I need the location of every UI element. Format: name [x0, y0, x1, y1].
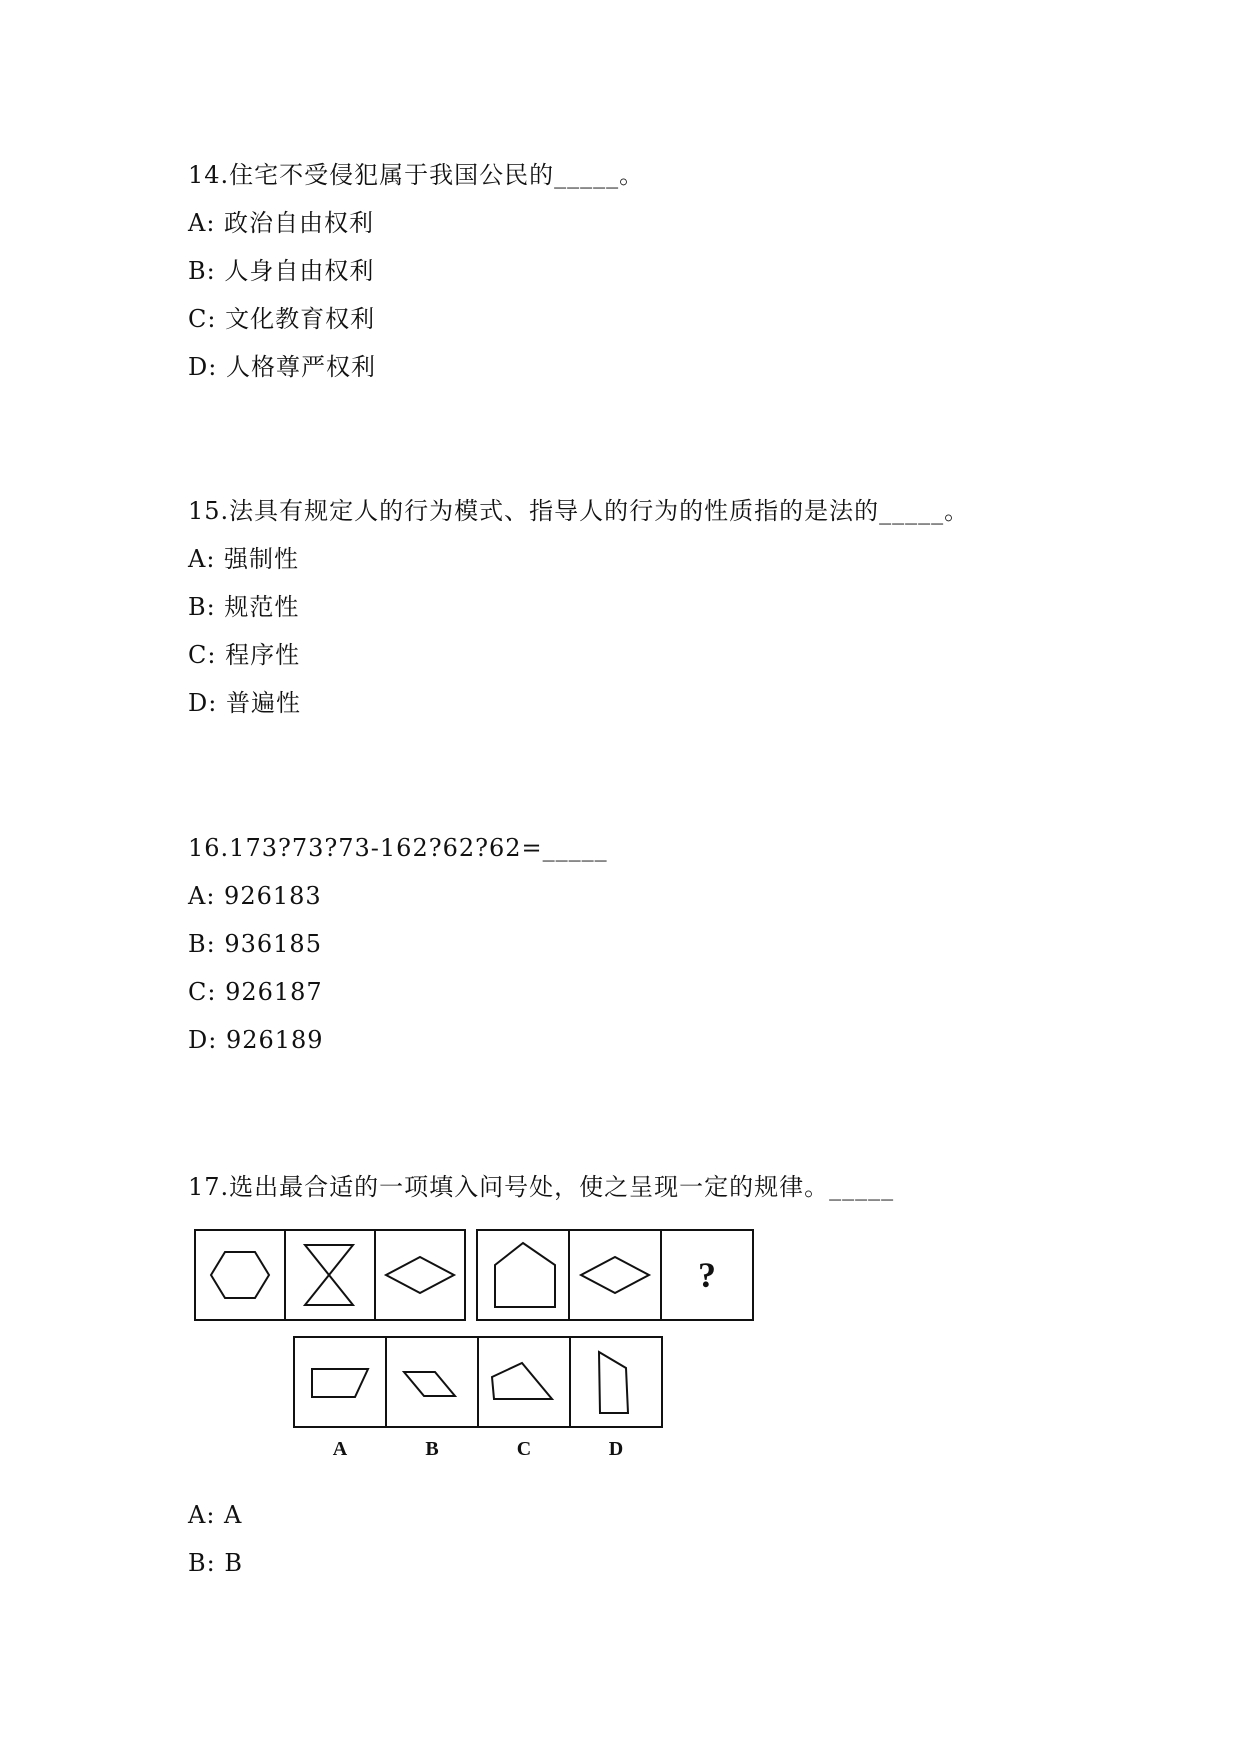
hourglass-shape [305, 1245, 353, 1305]
trapezoid-shape [312, 1369, 368, 1397]
question-mark: ? [698, 1255, 716, 1295]
rhombus-shape [386, 1257, 454, 1293]
answer-label-b: B [425, 1438, 439, 1460]
q16-option-d[interactable]: D: 926189 [188, 1026, 324, 1054]
pattern-cell-1 [195, 1230, 285, 1320]
q14-stem: 14.住宅不受侵犯属于我国公民的_____。 [188, 161, 645, 189]
q15-option-a[interactable]: A: 强制性 [188, 545, 300, 573]
q17-option-b[interactable]: B: B [188, 1549, 243, 1577]
q15-option-b[interactable]: B: 规范性 [188, 593, 300, 621]
q14-option-b[interactable]: B: 人身自由权利 [188, 257, 375, 285]
pattern-cell-3 [375, 1230, 465, 1320]
answer-cell-b[interactable] [386, 1337, 478, 1427]
rhombus-shape-2 [581, 1257, 649, 1293]
q16-stem: 16.173?73?73-162?62?62=_____ [188, 834, 608, 862]
hexagon-shape [211, 1252, 269, 1298]
q17-stem: 17.选出最合适的一项填入问号处，使之呈现一定的规律。_____ [188, 1173, 895, 1201]
q15-option-c[interactable]: C: 程序性 [188, 641, 301, 669]
answer-cell-a[interactable] [294, 1337, 386, 1427]
answer-label-c: C [516, 1438, 532, 1460]
q17-option-a[interactable]: A: A [188, 1501, 243, 1529]
q16-option-b[interactable]: B: 936185 [188, 930, 322, 958]
q14-option-d[interactable]: D: 人格尊严权利 [188, 353, 376, 381]
q16-option-a[interactable]: A: 926183 [188, 882, 322, 910]
q15-option-d[interactable]: D: 普遍性 [188, 689, 301, 717]
q17-pattern-figure [190, 1225, 830, 1473]
pentagon-shape [495, 1243, 555, 1307]
answer-label-d: D [608, 1438, 624, 1460]
q16-option-c[interactable]: C: 926187 [188, 978, 323, 1006]
parallelogram-shape [404, 1372, 455, 1396]
tall-quadrilateral-shape [599, 1352, 628, 1413]
q14-option-c[interactable]: C: 文化教育权利 [188, 305, 376, 333]
q14-option-a[interactable]: A: 政治自由权利 [188, 209, 375, 237]
quadrilateral-shape [492, 1363, 552, 1399]
answer-label-a: A [332, 1438, 348, 1460]
q15-stem: 15.法具有规定人的行为模式、指导人的行为的性质指的是法的_____。 [188, 497, 970, 525]
